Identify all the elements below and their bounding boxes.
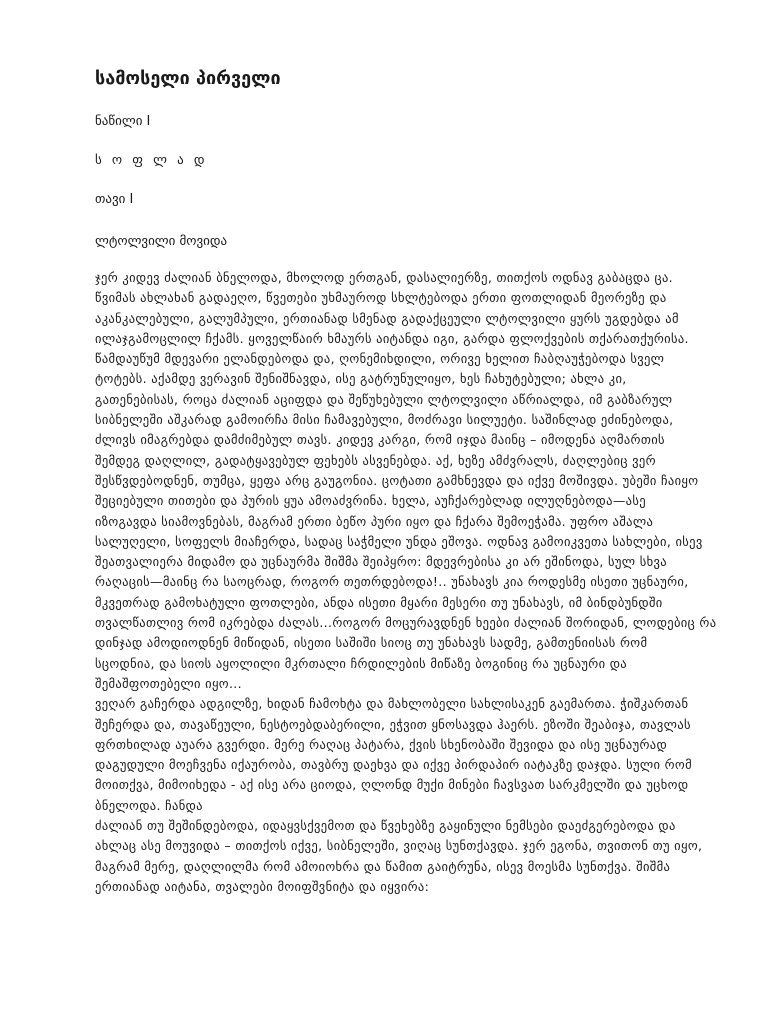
text-line: შესწვდებოდნენ, თუმცა, ყეფა არც გაუგონია. ცოტათი გამხნევდა და იქვე მოშივდა. უბეში ჩაიყო	[95, 472, 699, 488]
text-line: ერთიანად აიტანა, თვალები მოიფშვნიტა და იყვირა:	[95, 878, 430, 894]
text-line: დაგუდული მოეჩვენა იქაურობა, თავბრუ დაეხვა და იქვე პირდაპირ იატაკზე დაჯდა. სული რომ	[95, 757, 692, 773]
text-line: წამდაუწუმ მდევარი ელანდებოდა და, ღონემიხდილი, ორივე ხელით ჩაბღაუჭებოდა სველ	[95, 351, 665, 367]
text-line: ფრთხილად აუარა გვერდი. მერე რაღაც პატარა, ქვის სხენობაში შევიდა და ისე უცნაურად	[95, 736, 668, 752]
text-line: მოითქვა, მიმოიხედა - აქ ისე არა ციოდა, ღლონდ მუქი მინები ჩავსვათ სარკმელში და უცხოდ	[95, 777, 689, 793]
text-line: სცოდნია, და სიოს აყოლილი მკრთალი ჩრდილების მიწაზე ბოგინიც რა უცნაური და	[95, 655, 627, 671]
text-line: მაგრამ მერე, დაღლილმა რომ ამოიოხრა და წამით გაიტრუნა, ისევ მოესმა სუნთქვა. შიშმა	[95, 858, 671, 874]
text-line: ილაჯგამოცლილ ჩქამს. ყოველწაირ ხმაურს აიტანდა იგი, გარდა ფლოქვების თქარათქურისა.	[95, 330, 689, 346]
text-line: შემაშფოთებელი იყო...	[95, 675, 242, 691]
text-line: ტოტებს. აქამდე ვერავინ შენიშნავდა, ისე გატრუნულიყო, ხეს ჩახუტებული; ახლა კი,	[95, 371, 627, 387]
text-line: შეჩერდა და, თავაწეული, ნესტოებდაბერილი, ეჭვით ყნოსავდა ჰაერს. ეზოში შეაბიჯა, თავლას	[95, 716, 691, 732]
text-line: ძლივს იმაგრებდა დამძიმებულ თავს. კიდევ კარგი, რომ იჯდა მაინც – იმოდენა აღმართის	[95, 432, 665, 448]
text-line: რაღაცის—მაინც რა საოცრად, როგორ თეთრდებოდა!.. უნახავს კია როდესმე ისეთი უცნაური,	[95, 574, 689, 590]
part-label: ნაწილი I	[95, 114, 151, 129]
text-line: შეციებული თითები და პურის ყუა ამოაძვრინა. ხელა, აუჩქარებლად ილუღნებოდა—ასე	[95, 493, 646, 509]
text-line: იზოგავდა სიამოვნებას, მაგრამ ერთი ბეწო პური იყო და ჩქარა შემოეჭამა. უფრო აშალა	[95, 513, 654, 529]
chapter-title: ლტოლვილი მოვიდა	[95, 234, 228, 249]
text-line: სალუღელი, სოფელს მიაჩერდა, სადაც საჭმელი უნდა ეშოვა. ოდნავ გამოიკვეთა სახლები, ისევ	[95, 533, 703, 549]
text-line: წვიმას ახლახან გადაეღო, წვეთები უხმაუროდ სხლტებოდა ერთი ფოთლიდან მეორეზე და	[95, 290, 667, 306]
text-line: შემდეგ დაღლილ, გადატყავებულ ფეხებს ასვენებდა. აქ, ხეზე ამძვრალს, ძაღლებიც ვერ	[95, 452, 656, 468]
text-line: შეათვალიერა მიდამო და უცნაურმა შიშმა შეიპყრო: მდევრებისა კი არ ეშინოდა, სულ სხვა	[95, 554, 667, 570]
text-line: სიბნელეში აშკარად გამოირჩა მისი ჩამავებული, მოძრავი სილუეტი. საშინლად ეძინებოდა,	[95, 412, 674, 428]
chapter-label: თავი I	[95, 192, 134, 207]
text-line: აკანკალებული, გალუმპული, ერთიანად სმენად გადაქცეული ლტოლვილი ყურს უგდებდა ამ	[95, 310, 679, 326]
text-line: გათენებისას, როცა ძალიან აციფდა და შეწუხებული ლტოლვილი აწრიალდა, იმ გაბზარულ	[95, 391, 673, 407]
text-line: დინჯად ამოდიოდნენ მიწიდან, ისეთი საშიში სიოც თუ უნახავს სადმე, გამთენიისას რომ	[95, 635, 648, 651]
part-name: ს ო ფ ლ ა დ	[95, 153, 208, 168]
document-title: სამოსელი პირველი	[95, 68, 281, 89]
text-line: ვეღარ გაჩერდა ადგილზე, ხიდან ჩამოხტა და მახლობელი სახლისაკენ გაემართა. ჭიშკართან	[95, 696, 689, 712]
text-line: თვალწათლივ რომ იკრებდა ძალას...როგორ მოცურავდნენ ხეები ძალიან შორიდან, ლოდებიც რა	[95, 615, 717, 631]
text-line: ძალიან თუ შეშინდებოდა, იდაყვსქვემოთ და წვეხებზე გაყინული ნემსები დაეძგერებოდა და	[95, 818, 676, 834]
text-line: ჯერ კიდევ ძალიან ბნელოდა, მხოლოდ ერთგან, დასალიერზე, თითქოს ოდნავ გაბაცდა ცა.	[95, 270, 673, 285]
text-line: ახლაც ასე მოუვიდა – თითქოს იქვე, სიბნელეში, ვიღაც სუნთქავდა. ჯერ ეგონა, თვითონ თუ იყო,	[95, 838, 703, 854]
text-line: ბნელოდა. ჩანდა	[95, 797, 203, 813]
body-text	[95, 268, 717, 897]
text-line: მკვეთრად გამოხატული ფოთლები, ანდა ისეთი მყარი მესერი თუ უნახავს, იმ ბინდბუნდში	[95, 594, 663, 610]
